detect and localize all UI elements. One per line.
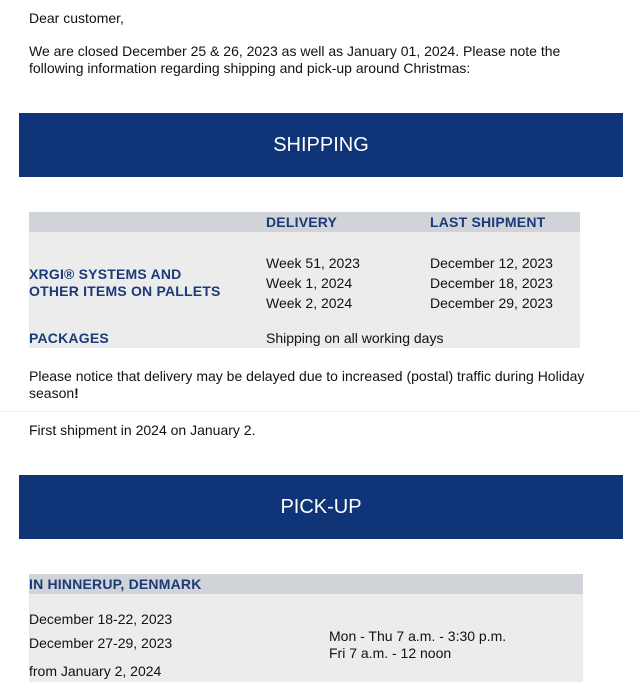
pickup-date: December 18-22, 2023 <box>29 611 173 627</box>
systems-row-label-line2: OTHER ITEMS ON PALLETS <box>29 283 221 299</box>
delivery-week: Week 51, 2023 <box>266 255 360 271</box>
delay-notice <box>29 368 619 402</box>
delivery-column-header: DELIVERY <box>266 214 338 230</box>
delivery-week: Week 2, 2024 <box>266 295 353 311</box>
pickup-title: PICK-UP <box>280 495 362 518</box>
pickup-location-header: IN HINNERUP, DENMARK <box>29 576 202 592</box>
first-shipment-text: First shipment in 2024 on January 2. <box>29 422 256 438</box>
packages-row-value: Shipping on all working days <box>266 330 444 346</box>
delay-notice-line2: season <box>29 385 75 401</box>
last-shipment-date: December 18, 2023 <box>430 275 553 291</box>
packages-row-label: PACKAGES <box>29 330 109 346</box>
pickup-hours: Mon - Thu 7 a.m. - 3:30 p.m. <box>329 628 507 644</box>
last-shipment-column-header: LAST SHIPMENT <box>430 214 546 230</box>
pickup-hours: Fri 7 a.m. - 12 noon <box>329 645 452 661</box>
last-shipment-date: December 12, 2023 <box>430 255 553 271</box>
section-divider <box>0 411 640 412</box>
pickup-date: from January 2, 2024 <box>29 663 162 679</box>
shipping-title: SHIPPING <box>273 133 369 156</box>
shipping-banner <box>19 113 623 177</box>
systems-row-label-line1: XRGI® SYSTEMS AND <box>29 266 182 282</box>
pickup-banner <box>19 475 623 539</box>
delay-notice-line1: Please notice that delivery may be delayed due to increased (postal) traffic during Holiday <box>29 368 585 384</box>
intro-text: We are closed December 25 & 26, 2023 as well as January 01, 2024. Please note the following information regarding shipping and pick-up around Christmas: <box>29 43 561 76</box>
delay-notice-exclamation: ! <box>74 385 79 401</box>
greeting: Dear customer, <box>29 10 124 26</box>
last-shipment-date: December 29, 2023 <box>430 295 553 311</box>
delivery-week: Week 1, 2024 <box>266 275 353 291</box>
pickup-date: December 27-29, 2023 <box>29 635 173 651</box>
